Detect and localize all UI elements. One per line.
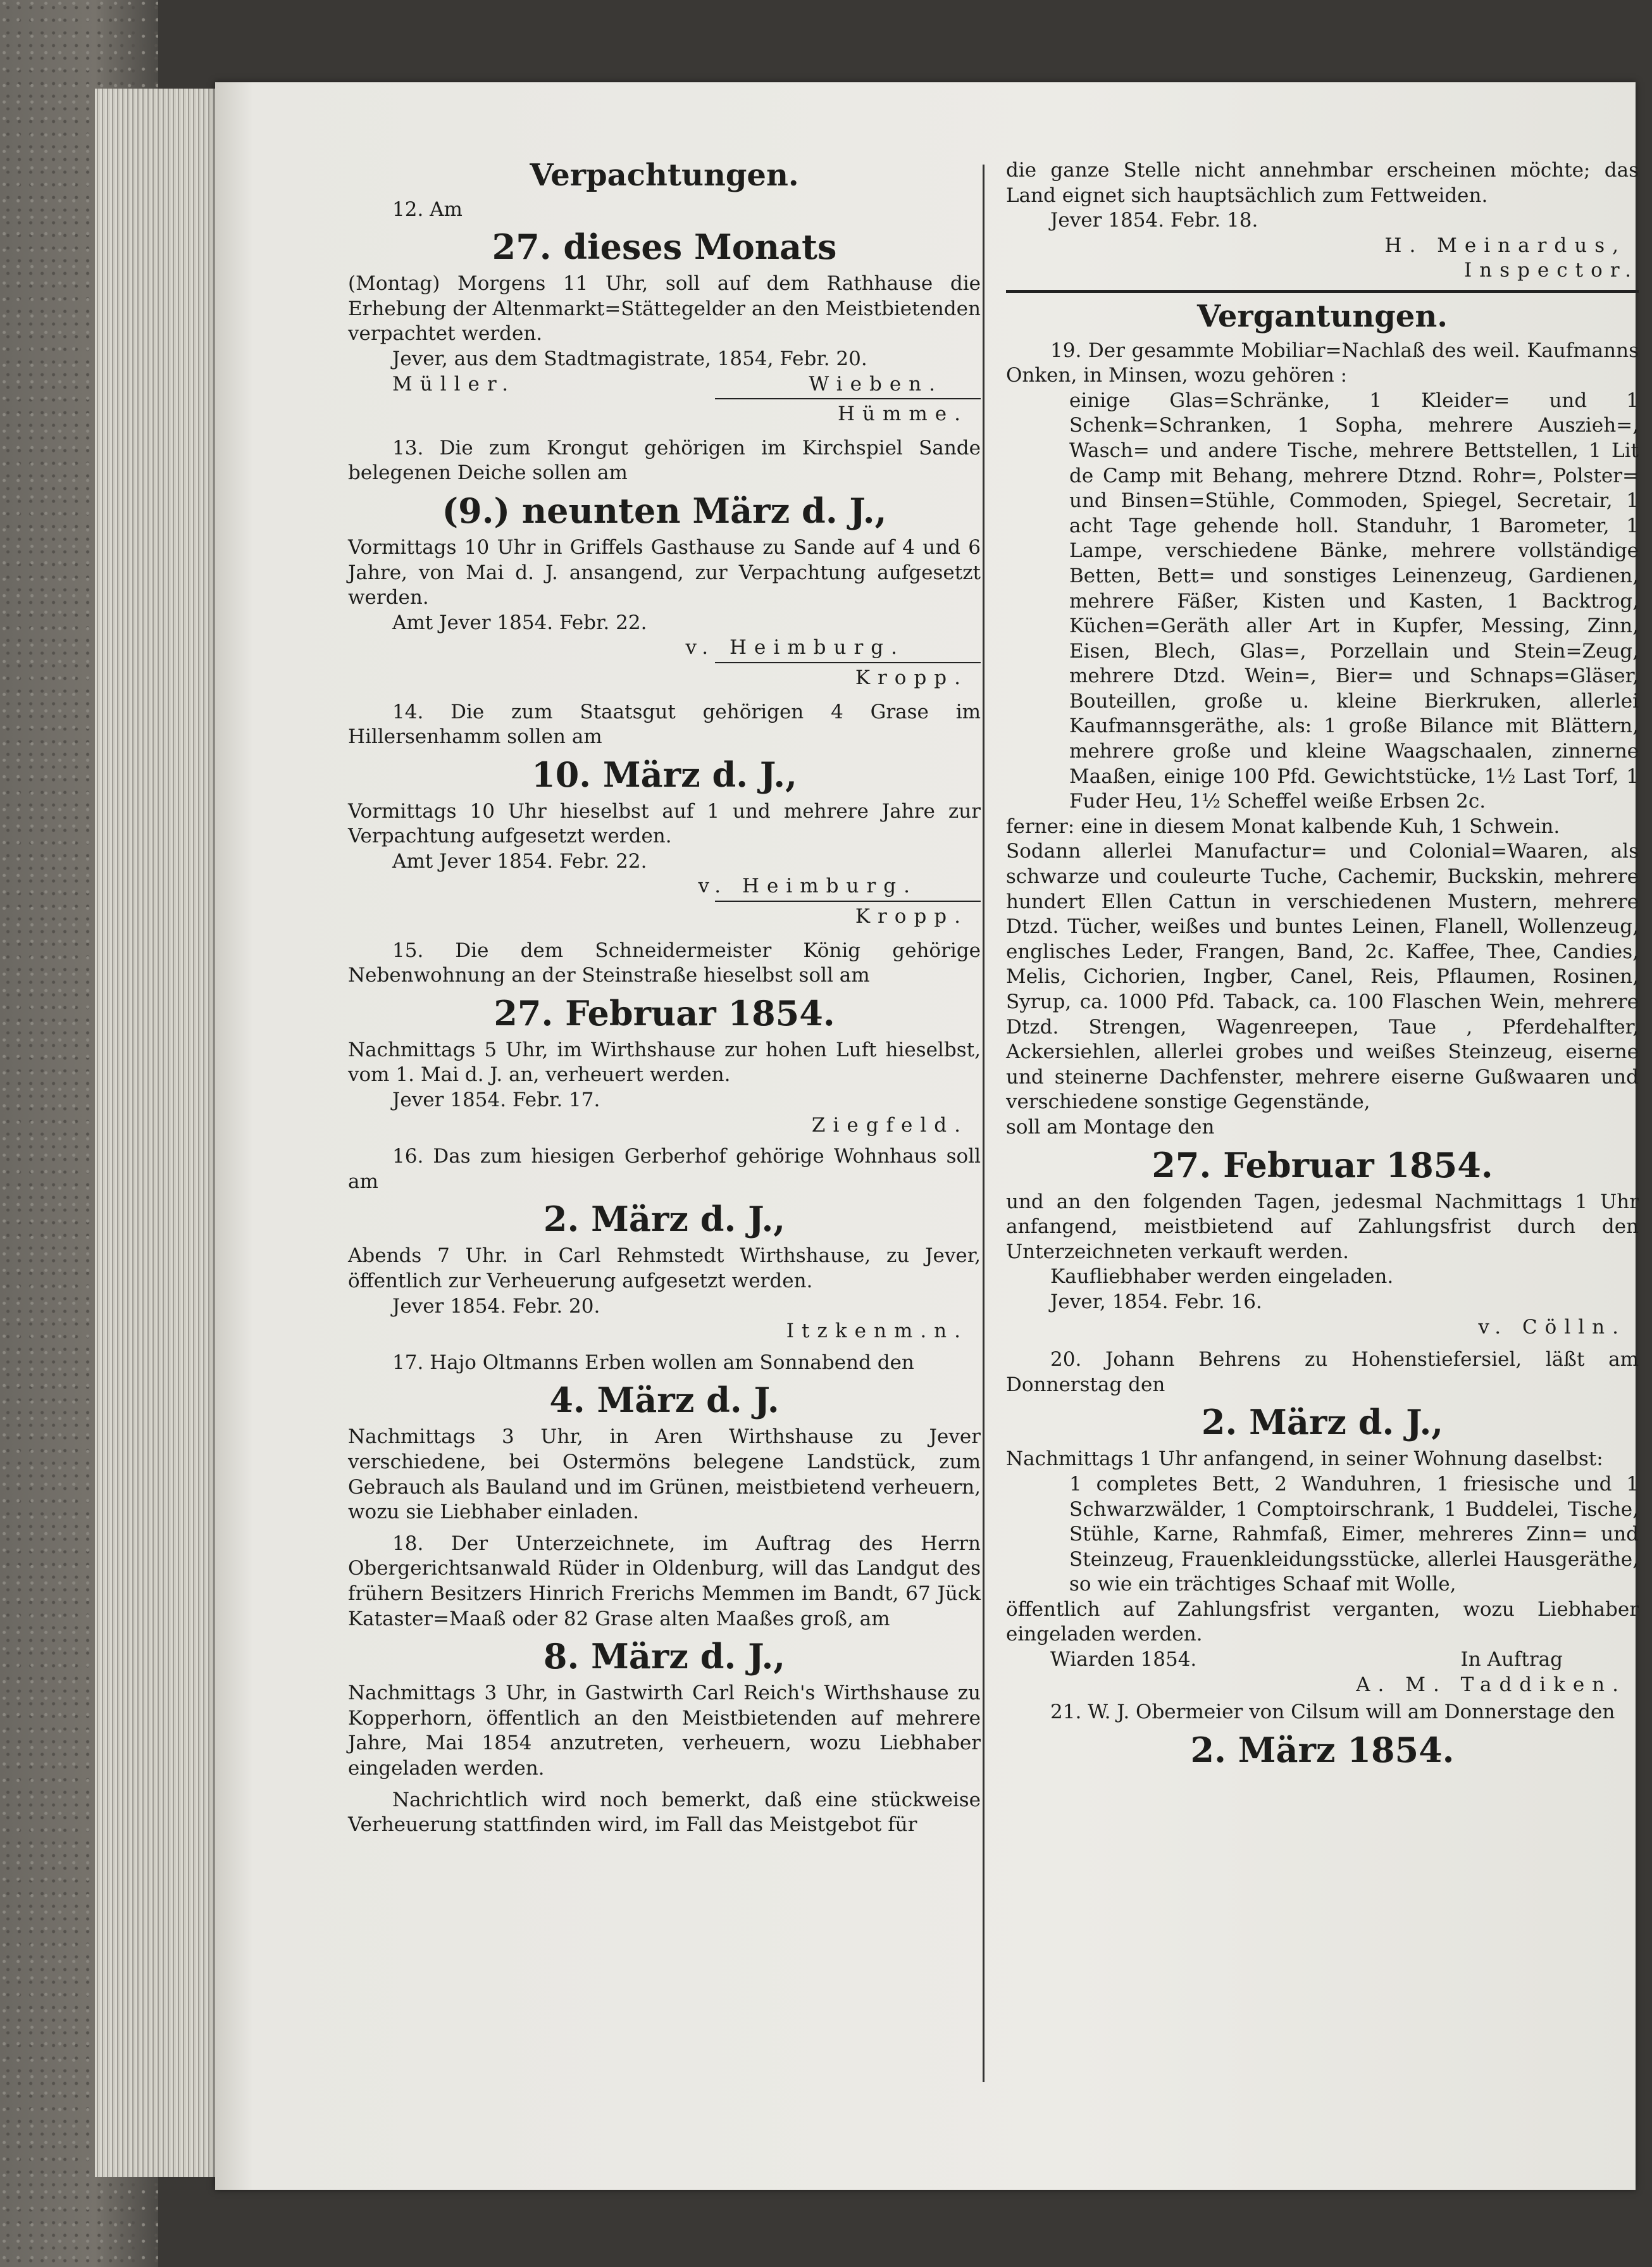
notice-20-intro: 20. Johann Behrens zu Hohenstiefersiel, läßt am Donnerstag den — [1006, 1348, 1639, 1396]
notice-12-date: 27. dieses Monats — [492, 227, 837, 268]
section-heading-verpachtungen: Verpachtungen. — [530, 158, 799, 193]
notice-17-date: 4. März d. J. — [549, 1380, 779, 1421]
notice-19-intro: 19. Der gesammte Mobiliar=Nachlaß des weil. Kaufmanns Onken, in Minsen, wozu gehören : — [1006, 339, 1639, 387]
notice-21-date: 2. März 1854. — [1190, 1729, 1455, 1770]
notice-16-signature: Itzkenm.n. — [786, 1320, 968, 1343]
notice-14-date: 10. März d. J., — [531, 754, 797, 795]
notice-18-date: 8. März d. J., — [543, 1636, 786, 1677]
notice-18-intro: 18. Der Unterzeichnete, im Auftrag des Herrn Obergerichtsanwald Rüder in Oldenburg, will das Landgut des frühern Besitzers Hinrich Frerichs Memmen im Bandt, 67 Jück Kataster=Maaß oder 82 Grase alten Maaßes groß, am — [348, 1532, 981, 1630]
notice-12-signature-2: Wieben. — [809, 372, 943, 396]
notice-14-body: Vormittags 10 Uhr hieselbst auf 1 und mehrere Jahre zur Verpachtung aufgesetzt werden. — [348, 799, 981, 848]
column-divider — [983, 165, 984, 2082]
notice-12-intro: 12. Am — [392, 197, 463, 221]
notice-13-signature-2: Kropp. — [855, 666, 968, 689]
notice-21-intro: 21. W. J. Obermeier von Cilsum will am Donnerstage den — [1050, 1701, 1615, 1724]
newspaper-page — [215, 82, 1639, 2190]
notice-14-signature-2: Kropp. — [855, 905, 968, 928]
notice-14-signature-1: v. Heimburg. — [698, 875, 917, 898]
notice-20-body: Nachmittags 1 Uhr anfangend, in seiner Wohnung daselbst: — [1006, 1447, 1603, 1471]
notice-15-signature: Ziegfeld. — [811, 1113, 968, 1137]
section-heading-vergantungen: Vergantungen. — [1197, 298, 1448, 334]
notice-13-intro: 13. Die zum Krongut gehörigen im Kirchspiel Sande belegenen Deiche sollen am — [348, 436, 981, 485]
notice-16-body: Abends 7 Uhr. in Carl Rehmstedt Wirthshause, zu Jever, öffentlich zur Verheuerung aufgesetzt werden. — [348, 1244, 981, 1292]
notice-18-place: Jever 1854. Febr. 18. — [1050, 209, 1258, 232]
notice-15-body: Nachmittags 5 Uhr, im Wirthshause zur hohen Luft hieselbst, vom 1. Mai d. J. an, verheuert werden. — [348, 1038, 981, 1087]
notice-13-date: (9.) neunten März d. J., — [442, 490, 887, 531]
notice-13-signature-1: v. Heimburg. — [685, 636, 905, 659]
notice-16-date: 2. März d. J., — [543, 1199, 786, 1240]
notice-17-intro: 17. Hajo Oltmanns Erben wollen am Sonnabend den — [392, 1351, 914, 1374]
notice-12-body: (Montag) Morgens 11 Uhr, soll auf dem Rathhause die Erhebung der Altenmarkt=Stättegelder an den Meistbietenden verpachtet werden. — [348, 272, 981, 346]
notice-14-place: Amt Jever 1854. Febr. 22. — [392, 849, 647, 873]
right-column — [1006, 158, 1639, 1775]
notice-20-end: öffentlich auf Zahlungsfrist verganten, wozu Liebhaber eingeladen werden. — [1006, 1597, 1639, 1646]
notice-12-signature-1: Müller. — [392, 372, 516, 396]
notice-20-auftrag: In Auftrag — [1460, 1648, 1563, 1671]
notice-16-intro: 16. Das zum hiesigen Gerberhof gehörige Wohnhaus soll am — [348, 1145, 981, 1193]
notice-15-place: Jever 1854. Febr. 17. — [392, 1089, 600, 1112]
notice-19-soll: soll am Montage den — [1006, 1115, 1215, 1139]
notice-19-place: Jever, 1854. Febr. 16. — [1050, 1290, 1262, 1313]
notice-19-items: einige Glas=Schränke, 1 Kleider= und 1 Schenk=Schranken, 1 Sopha, mehrere Auszieh=, Wasch= und andere Tische, mehrere Bettstellen, 1 Lit de Camp mit Behang, mehrere Dtznd. Rohr=, Polster= und Binsen=Stühle, Commoden, Spiegel, Secretair, 1 acht Tage gehende holl. Standuhr, 1 Barometer, 1 Lampe, verschiedene Bänke, mehrere vollständige Betten, Bett= und sonstiges Leinenzeug, Gardienen, mehrere Fäßer, Kisten und Kasten, 1 Backtrog, Küchen=Geräth aller Art in Kupfer, Messing, Zinn, Eisen, Blech, Glas=, Porzellain und Stein=Zeug, mehrere Dtzd. Wein=, Bier= und Schnaps=Gläser, Bouteillen, große u. kleine Bierkruken, allerlei Kaufmannsgeräthe, als: 1 große Bilance mit Blättern, mehrere große und kleine Waagschaalen, zinnerne Maaßen, einige 100 Pfd. Gewichtstücke, 1½ Last Torf, 1 Fuder Heu, 1½ Scheffel weiße Erbsen 2c. — [1069, 389, 1639, 813]
notice-20-signature: A. M. Taddiken. — [1356, 1673, 1626, 1696]
notice-13-body: Vormittags 10 Uhr in Griffels Gasthause zu Sande auf 4 und 6 Jahre, von Mai d. J. ansangend, zur Verpachtung aufgesetzt werden. — [348, 535, 981, 609]
notice-15-intro: 15. Die dem Schneidermeister König gehörige Nebenwohnung an der Steinstraße hieselbst soll am — [348, 939, 981, 987]
notice-14-intro: 14. Die zum Staatsgut gehörigen 4 Grase im Hillersenhamm sollen am — [348, 700, 981, 749]
notice-18-signature-2: Inspector. — [1463, 259, 1639, 282]
left-column — [348, 158, 981, 1838]
notice-19-ferner: ferner: eine in diesem Monat kalbende Kuh, 1 Schwein. — [1006, 815, 1560, 838]
notice-18-continuation: die ganze Stelle nicht annehmbar erscheinen möchte; das Land eignet sich hauptsächlich zum Fettweiden. — [1006, 159, 1639, 207]
notice-18-body: Nachmittags 3 Uhr, in Gastwirth Carl Reich's Wirthshause zu Kopperhorn, öffentlich an den Meistbietenden auf mehrere Jahre, Mai 1854 anzutreten, verheuern, wozu Liebhaber eingeladen werden. — [348, 1682, 981, 1780]
notice-20-place: Wiarden 1854. — [1050, 1648, 1197, 1671]
notice-18-signature-1: H. Meinardus, — [1384, 234, 1626, 257]
notice-18-note: Nachrichtlich wird noch bemerkt, daß eine stückweise Verheuerung stattfinden wird, im Fall das Meistgebot für — [348, 1788, 981, 1837]
notice-17-body: Nachmittags 3 Uhr, in Aren Wirthshause zu Jever verschiedene, bei Ostermöns belegene Landstück, zum Gebrauch als Bauland und im Grünen, meistbietend verheuern, wozu sie Liebhaber einladen. — [348, 1425, 981, 1524]
notice-20-items: 1 completes Bett, 2 Wanduhren, 1 friesische und 1 Schwarzwälder, 1 Comptoirschrank, 1 Buddelei, Tische, Stühle, Karne, Rahmfaß, Eimer, mehreres Zinn= und Steinzeug, Frauenkleidungsstücke, allerlei Hausgeräthe, so wie ein trächtiges Schaaf mit Wolle, — [1069, 1472, 1639, 1596]
notice-20-date: 2. März d. J., — [1201, 1402, 1444, 1443]
notice-13-place: Amt Jever 1854. Febr. 22. — [392, 611, 647, 634]
notice-19-invite: Kaufliebhaber werden eingeladen. — [1050, 1265, 1394, 1289]
notice-19-signature: v. Cölln. — [1478, 1315, 1626, 1339]
notice-12-place: Jever, aus dem Stadtmagistrate, 1854, Febr. 20. — [392, 347, 867, 370]
notice-19-sodann: Sodann allerlei Manufactur= und Colonial=Waaren, als schwarze und couleurte Tuche, Cachemir, Buckskin, mehrere hundert Ellen Cattun in verschiedenen Mustern, mehrere Dtzd. Tücher, weißes und buntes Leinen, Flanell, Wollenzeug, englisches Leder, Frangen, Band, 2c. Kaffee, Thee, Candies, Melis, Cichorien, Ingber, Canel, Reis, Pflaumen, Rosinen, Syrup, ca. 1000 Pfd. Taback, ca. 100 Flaschen Wein, mehrere Dtzd. Strengen, Wagenreepen, Taue , Pferdehalfter, Ackersiehlen, allerlei grobes und weißes Steinzeug, eiserne und steinerne Dachfenster, mehrere eiserne Gußwaaren und verschiedene sonstige Gegenstände, — [1006, 840, 1639, 1114]
notice-16-place: Jever 1854. Febr. 20. — [392, 1294, 600, 1318]
page-edges — [95, 89, 224, 2177]
notice-19-date: 27. Februar 1854. — [1152, 1144, 1493, 1185]
notice-12-signature-3: Hümme. — [838, 403, 968, 426]
notice-15-date: 27. Februar 1854. — [494, 992, 835, 1034]
notice-19-body: und an den folgenden Tagen, jedesmal Nachmittags 1 Uhr anfangend, meistbietend auf Zahlungsfrist durch den Unterzeichneten verkauft werden. — [1006, 1190, 1639, 1263]
